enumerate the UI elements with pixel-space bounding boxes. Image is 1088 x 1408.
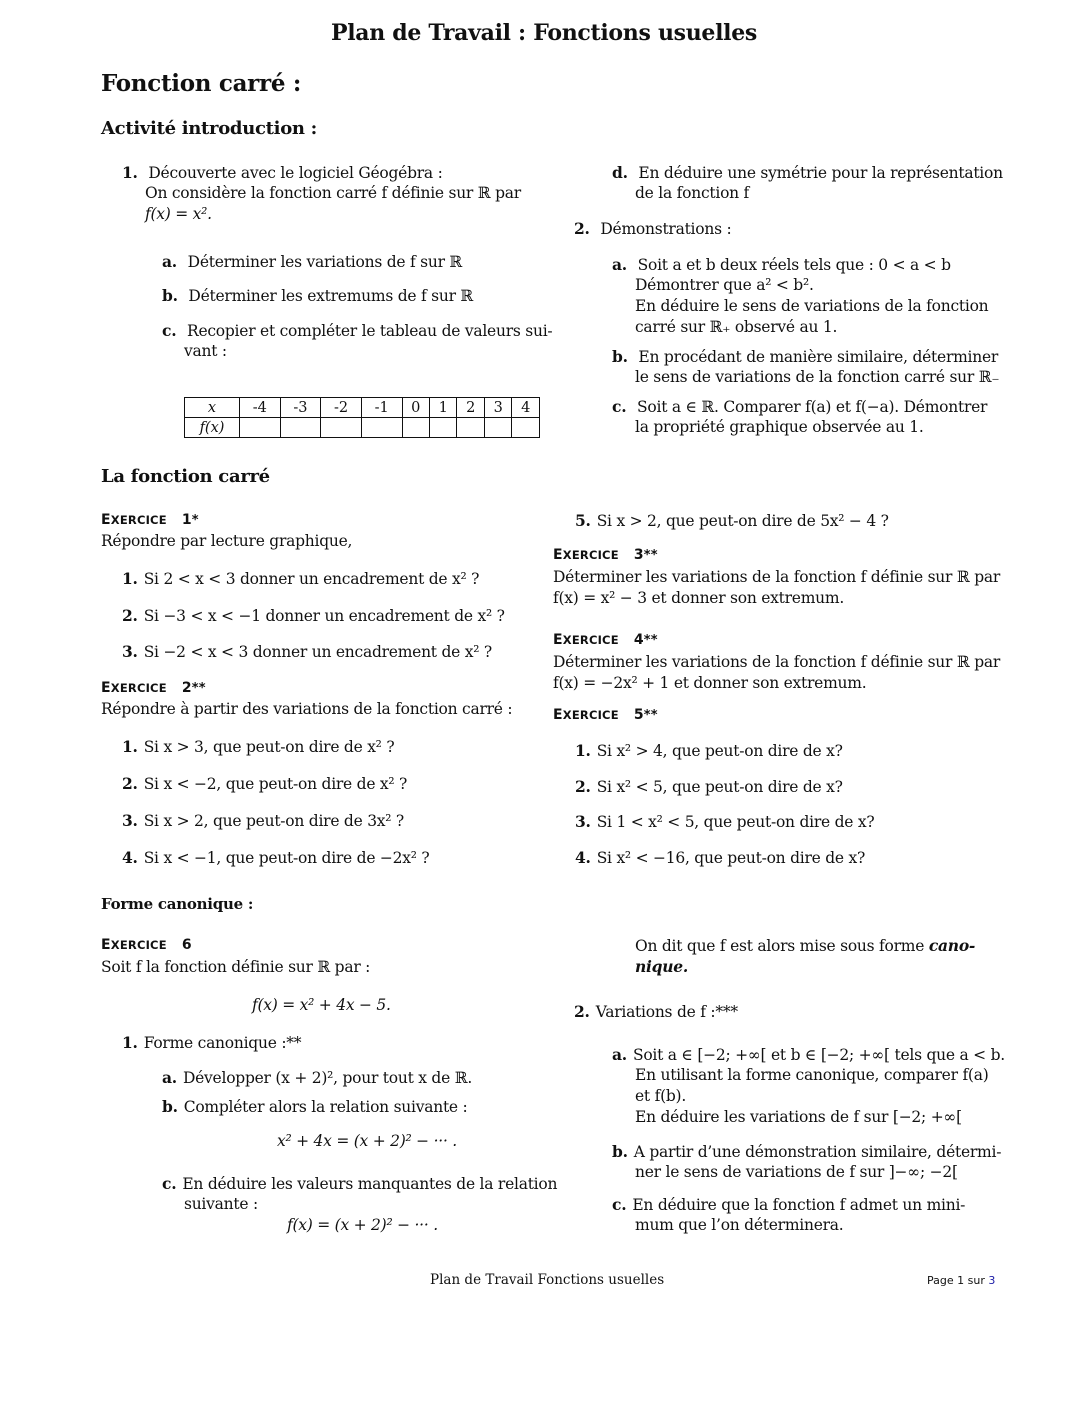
exercise-2-intro: Répondre à partir des variations de la fonction carré : — [101, 700, 513, 718]
section-heading-fonction-carre: Fonction carré : — [101, 70, 302, 97]
item-number: 2. — [574, 219, 590, 238]
values-table — [184, 397, 540, 438]
section-heading-forme-canonique: Forme canonique : — [101, 895, 254, 913]
exercise-number: 6 — [181, 937, 192, 953]
item-number: 2. — [575, 777, 591, 796]
subitem-text: Compléter alors la relation suivante : — [183, 1098, 468, 1116]
exercise-4-line2: f(x) = −2x² + 1 et donner son extremum. — [553, 674, 867, 692]
exercise-2-item — [122, 736, 394, 758]
activity-item-2 — [574, 218, 731, 240]
table-header-x: x — [185, 398, 240, 418]
table-cell: -1 — [361, 398, 402, 418]
exercise-6-subitem-b — [162, 1096, 468, 1118]
demo-subitem-c — [612, 396, 987, 418]
subitem-text: En procédant de manière similaire, déterminer — [638, 348, 999, 366]
activity-item-1-line2: On considère la fonction carré f définie sur ℝ par — [145, 184, 521, 202]
activity-subitem-d — [612, 162, 1003, 184]
exercise-4-line1: Déterminer les variations de la fonction f définie sur ℝ par — [553, 653, 1001, 671]
exercise-2-heading — [101, 680, 206, 696]
exercise-6-item-1 — [122, 1032, 301, 1054]
exercise-number: 3 — [633, 547, 644, 563]
subitem-text: En déduire que la fonction f admet un mini- — [632, 1196, 966, 1214]
exercise-6-item2-subitem-c — [612, 1194, 965, 1216]
item-number: 5. — [575, 511, 591, 530]
item-number: 1. — [122, 163, 138, 182]
exercise-word: XERCICE — [562, 708, 619, 722]
footer-title: Plan de Travail Fonctions usuelles — [430, 1272, 665, 1288]
demo-subitem-c-line2: la propriété graphique observée au 1. — [635, 418, 924, 436]
exercise-2-item — [122, 773, 407, 795]
item-text: Si x² < 5, que peut-on dire de x? — [596, 778, 843, 796]
item-number: 2. — [122, 774, 138, 793]
subitem-text: Recopier et compléter le tableau de valeurs sui- — [187, 322, 553, 340]
item-text: Si x < −2, que peut-on dire de x² ? — [143, 775, 408, 793]
exercise-word: XERCICE — [110, 938, 167, 952]
page-title: Plan de Travail : Fonctions usuelles — [330, 20, 758, 46]
subitem-label: a. — [162, 252, 177, 271]
activity-subitem-a — [162, 251, 462, 273]
table-cell-empty — [402, 418, 429, 438]
table-row-fx — [185, 418, 540, 438]
activity-item-1-formula: f(x) = x². — [145, 205, 212, 223]
subitem-text: A partir d’une démonstration similaire, détermi- — [633, 1143, 1002, 1161]
demo-subitem-a-line2: Démontrer que a² < b². — [635, 276, 814, 294]
subitem-label: d. — [612, 163, 628, 182]
exercise-number: 2 — [181, 680, 192, 696]
exercise-6-item2-subitem-a — [612, 1044, 1005, 1066]
note-emphasis: nique. — [635, 957, 689, 976]
subitem-label: c. — [612, 1195, 627, 1214]
exercise-1-item — [122, 568, 479, 590]
section-heading-la-fonction-carre: La fonction carré — [101, 466, 270, 487]
table-header-fx: f(x) — [185, 418, 240, 438]
activity-subitem-c-line2: vant : — [184, 342, 227, 360]
item-text: Variations de f :*** — [595, 1003, 738, 1021]
item-text: Si 2 < x < 3 donner un encadrement de x² ? — [143, 570, 480, 588]
subitem-label: b. — [162, 1097, 178, 1116]
subitem-label: a. — [612, 1045, 627, 1064]
item-text: Si −2 < x < 3 donner un encadrement de x² ? — [143, 643, 492, 661]
exercise-4-heading — [553, 632, 658, 648]
activity-subitem-d-line2: de la fonction f — [635, 184, 750, 202]
item-text: Forme canonique :** — [143, 1034, 302, 1052]
exercise-5-item — [575, 847, 865, 869]
subitem-text: En déduire une symétrie pour la représentation — [638, 164, 1003, 182]
table-cell: 1 — [429, 398, 456, 418]
item-number: 3. — [575, 812, 591, 831]
item-number: 4. — [575, 848, 591, 867]
note-text: On dit que f est alors mise sous forme — [635, 937, 925, 955]
table-cell-empty — [280, 418, 321, 438]
table-cell: 2 — [457, 398, 484, 418]
page-number-prefix: Page 1 sur — [927, 1274, 989, 1287]
exercise-6-item2-subitem-a-line3: et f(b). — [635, 1087, 687, 1105]
exercise-1-intro: Répondre par lecture graphique, — [101, 532, 353, 550]
item-text: Si x < −1, que peut-on dire de −2x² ? — [143, 849, 430, 867]
subitem-label: c. — [162, 321, 177, 340]
table-cell-empty — [321, 418, 362, 438]
demo-subitem-a-line4: carré sur ℝ₊ observé au 1. — [635, 318, 838, 336]
exercise-6-formula-b: x² + 4x = (x + 2)² − ··· . — [277, 1132, 457, 1150]
subitem-label: a. — [612, 255, 627, 274]
demo-subitem-b-line2: le sens de variations de la fonction carré sur ℝ₋ — [635, 368, 1000, 386]
exercise-number: 1 — [181, 512, 192, 528]
table-cell: -2 — [321, 398, 362, 418]
item-text: Si −3 < x < −1 donner un encadrement de x² ? — [143, 607, 505, 625]
exercise-6-item2-subitem-c-line2: mum que l’on déterminera. — [635, 1216, 844, 1234]
item-number: 1. — [122, 569, 138, 588]
canonical-note-line2 — [635, 956, 688, 978]
exercise-word: E — [553, 707, 563, 723]
page-number — [927, 1274, 995, 1287]
subitem-label: c. — [612, 397, 627, 416]
exercise-6-subitem-c-line2: suivante : — [184, 1195, 258, 1213]
exercise-3-line1: Déterminer les variations de la fonction f définie sur ℝ par — [553, 568, 1001, 586]
item-text: Si x > 3, que peut-on dire de x² ? — [143, 738, 395, 756]
activity-item-1 — [122, 162, 443, 184]
subitem-label: c. — [162, 1174, 177, 1193]
difficulty-stars: ** — [643, 633, 658, 648]
difficulty-stars: * — [191, 513, 199, 528]
subitem-text: Soit a et b deux réels tels que : 0 < a < b — [637, 256, 951, 274]
activity-subitem-b — [162, 285, 473, 307]
difficulty-stars: ** — [643, 548, 658, 563]
exercise-5-item — [575, 776, 843, 798]
exercise-6-subitem-c — [162, 1173, 557, 1195]
demo-subitem-b — [612, 346, 998, 368]
exercise-5-item — [575, 740, 843, 762]
exercise-word: XERCICE — [562, 633, 619, 647]
canonical-note — [635, 935, 975, 957]
subitem-text: En déduire les valeurs manquantes de la relation — [182, 1175, 558, 1193]
subitem-text: Soit a ∈ ℝ. Comparer f(a) et f(−a). Démontrer — [637, 398, 988, 416]
item-text: Si x > 2, que peut-on dire de 5x² − 4 ? — [596, 512, 889, 530]
activity-subitem-c — [162, 320, 552, 342]
table-cell-empty — [484, 418, 511, 438]
exercise-3-line2: f(x) = x² − 3 et donner son extremum. — [553, 589, 845, 607]
item-number: 1. — [575, 741, 591, 760]
table-row-x — [185, 398, 540, 418]
exercise-number: 4 — [633, 632, 644, 648]
subitem-label: b. — [162, 286, 178, 305]
subitem-text: Déterminer les variations de f sur ℝ — [187, 253, 463, 271]
exercise-6-formula-c: f(x) = (x + 2)² − ··· . — [287, 1216, 438, 1234]
item-text: Démonstrations : — [600, 220, 732, 238]
exercise-6-formula: f(x) = x² + 4x − 5. — [252, 996, 391, 1014]
difficulty-stars: ** — [643, 708, 658, 723]
note-emphasis: cano- — [928, 936, 976, 955]
table-cell-empty — [240, 418, 281, 438]
table-cell: 0 — [402, 398, 429, 418]
table-cell-empty — [512, 418, 540, 438]
exercise-word: E — [101, 937, 111, 953]
demo-subitem-a-line3: En déduire le sens de variations de la fonction — [635, 297, 989, 315]
table-cell: 4 — [512, 398, 540, 418]
exercise-2-item — [122, 847, 429, 869]
table-cell: -4 — [240, 398, 281, 418]
exercise-number: 5 — [633, 707, 644, 723]
exercise-1-item — [122, 641, 492, 663]
item-number: 2. — [574, 1002, 590, 1021]
item-number: 3. — [122, 642, 138, 661]
exercise-1-item — [122, 605, 505, 627]
item-number: 1. — [122, 737, 138, 756]
table-cell-empty — [429, 418, 456, 438]
table-cell-empty — [457, 418, 484, 438]
table-cell: -3 — [280, 398, 321, 418]
page-total-link[interactable]: 3 — [988, 1274, 996, 1287]
subitem-text: Développer (x + 2)², pour tout x de ℝ. — [182, 1069, 473, 1087]
exercise-6-item2-subitem-a-line2: En utilisant la forme canonique, comparer f(a) — [635, 1066, 989, 1084]
subitem-text: Soit a ∈ [−2; +∞[ et b ∈ [−2; +∞[ tels que a < b. — [632, 1046, 1005, 1064]
item-text: Si x > 2, que peut-on dire de 3x² ? — [143, 812, 404, 830]
table-cell: 3 — [484, 398, 511, 418]
subitem-text: Déterminer les extremums de f sur ℝ — [188, 287, 474, 305]
exercise-1-heading — [101, 512, 199, 528]
exercise-word: E — [101, 680, 111, 696]
item-number: 4. — [122, 848, 138, 867]
exercise-word: E — [553, 632, 563, 648]
difficulty-stars: ** — [191, 681, 206, 696]
exercise-3-heading — [553, 547, 658, 563]
item-number: 2. — [122, 606, 138, 625]
item-text: Si x² < −16, que peut-on dire de x? — [596, 849, 866, 867]
subheading-activite-introduction: Activité introduction : — [101, 118, 318, 139]
exercise-2-item — [575, 510, 889, 532]
subitem-label: b. — [612, 347, 628, 366]
exercise-6-subitem-a — [162, 1067, 472, 1089]
item-number: 3. — [122, 811, 138, 830]
demo-subitem-a — [612, 254, 951, 276]
subitem-label: b. — [612, 1142, 628, 1161]
subitem-label: a. — [162, 1068, 177, 1087]
item-number: 1. — [122, 1033, 138, 1052]
exercise-6-item2-subitem-a-line4: En déduire les variations de f sur [−2; +∞[ — [635, 1108, 962, 1126]
exercise-5-heading — [553, 707, 658, 723]
exercise-5-item — [575, 811, 874, 833]
table-cell-empty — [361, 418, 402, 438]
item-text: Si 1 < x² < 5, que peut-on dire de x? — [596, 813, 875, 831]
exercise-word: XERCICE — [110, 681, 167, 695]
exercise-word: XERCICE — [562, 548, 619, 562]
exercise-6-item2-subitem-b-line2: ner le sens de variations de f sur ]−∞; −2[ — [635, 1163, 958, 1181]
exercise-6-item-2 — [574, 1001, 738, 1023]
exercise-word: E — [553, 547, 563, 563]
exercise-6-heading — [101, 937, 192, 953]
exercise-word: XERCICE — [110, 513, 167, 527]
item-text: Si x² > 4, que peut-on dire de x? — [596, 742, 843, 760]
exercise-6-item2-subitem-b — [612, 1141, 1001, 1163]
exercise-2-item — [122, 810, 404, 832]
exercise-6-intro: Soit f la fonction définie sur ℝ par : — [101, 958, 371, 976]
item-text: Découverte avec le logiciel Géogébra : — [148, 164, 443, 182]
exercise-word: E — [101, 512, 111, 528]
